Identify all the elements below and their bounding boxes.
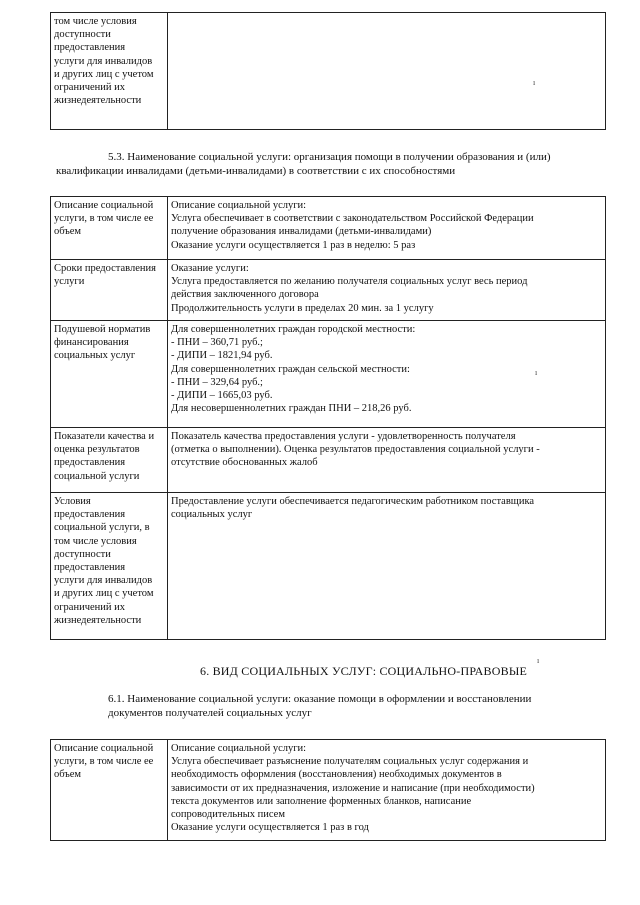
- content-line: Описание социальной услуги:: [171, 743, 307, 754]
- content-line: Показатель качества предоставления услуги - удовлетворенность получателя: [171, 431, 516, 442]
- table-row: [51, 493, 606, 640]
- label-line: предоставления: [54, 42, 126, 54]
- table-row: [51, 260, 606, 321]
- row-label: [51, 740, 168, 841]
- label-line: услуги для инвалидов: [54, 55, 153, 67]
- label-line: объем: [54, 226, 82, 238]
- table-top: [50, 12, 606, 130]
- label-line: доступности: [54, 548, 111, 560]
- label-line: доступности: [54, 29, 111, 41]
- label-line: ограничений их: [54, 601, 125, 613]
- label-line: социальной услуги: [54, 470, 140, 482]
- content-line: (отметка о выполнении). Оценка результатов предоставления социальной услуги -: [171, 444, 540, 456]
- content-line: Оказание услуги осуществляется 1 раз в неделю: 5 раз: [171, 239, 416, 251]
- content-line: зависимости от их предназначения, изложение и написание (при необходимости): [171, 782, 535, 794]
- label-line: том числе условия: [54, 535, 137, 547]
- label-line: услуги, в том числе ее: [54, 213, 154, 225]
- content-line: - ПНИ – 329,64 руб.;: [171, 376, 263, 388]
- service-heading-6-1: [108, 692, 618, 720]
- table-row: [51, 13, 606, 130]
- table-row: [51, 740, 606, 841]
- row-label: [51, 260, 168, 321]
- content-line: Услуга предоставляется по желанию получателя социальных услуг весь период: [171, 276, 528, 288]
- service-heading-5-3: [56, 150, 618, 178]
- content-line: Предоставление услуги обеспечивается педагогическим работником поставщика: [171, 496, 535, 507]
- content-line: социальных услуг: [171, 509, 253, 521]
- row-content: [168, 493, 606, 640]
- label-line: Сроки предоставления: [54, 263, 156, 274]
- row-label: [51, 13, 168, 130]
- content-line: отсутствие обоснованных жалоб: [171, 457, 318, 469]
- label-line: предоставления: [54, 457, 126, 469]
- label-line: услуги: [54, 276, 85, 288]
- content-line: Услуга обеспечивает разъяснение получателям социальных услуг содержания и: [171, 756, 529, 768]
- label-line: жизнедеятельности: [54, 95, 142, 107]
- content-line: сопроводительных писем: [171, 809, 285, 821]
- row-content: [168, 740, 606, 841]
- content-line: Описание социальной услуги:: [171, 200, 307, 211]
- content-line: Оказание услуги:: [171, 263, 249, 274]
- label-line: Описание социальной: [54, 743, 154, 754]
- content-line: Оказание услуги осуществляется 1 раз в год: [171, 822, 369, 834]
- label-line: Показатели качества и: [54, 431, 155, 442]
- label-line: Описание социальной: [54, 200, 154, 211]
- label-line: финансирования: [54, 337, 129, 349]
- label-line: и других лиц с учетом: [54, 68, 154, 80]
- content-line: Услуга обеспечивает в соответствии с законодательством Российской Федерации: [171, 213, 534, 225]
- label-line: жизнедеятельности: [54, 614, 142, 626]
- label-line: объем: [54, 769, 82, 781]
- row-content: [168, 321, 606, 428]
- row-label: [51, 197, 168, 260]
- content-line: необходимость оформления (восстановления) необходимых документов в: [171, 769, 502, 781]
- table-service-5-3: [50, 196, 606, 640]
- label-line: Подушевой норматив: [54, 324, 151, 335]
- table-row: [51, 197, 606, 260]
- label-line: ограничений их: [54, 82, 125, 94]
- table-row: [51, 321, 606, 428]
- row-content: [168, 197, 606, 260]
- label-line: услуги, в том числе ее: [54, 756, 154, 768]
- label-line: социальной услуги, в: [54, 522, 150, 534]
- content-line: - ДИПИ – 1665,03 руб.: [171, 390, 273, 402]
- content-line: - ПНИ – 360,71 руб.;: [171, 337, 263, 349]
- row-content: [168, 260, 606, 321]
- table-service-6-1: [50, 739, 606, 841]
- content-line: Для совершеннолетних граждан сельской местности:: [171, 363, 410, 375]
- label-line: том числе условия: [54, 16, 137, 27]
- content-line: текста документов или заполнение форменных бланков, написание: [171, 795, 472, 807]
- heading-line: 6.1. Наименование социальной услуги: оказание помощи в оформлении и восстановлении: [108, 693, 532, 705]
- heading-line: документов получателей социальных услуг: [108, 707, 312, 719]
- section-title: 6. ВИД СОЦИАЛЬНЫХ УСЛУГ: СОЦИАЛЬНО-ПРАВОВЫЕ: [200, 664, 528, 678]
- label-line: предоставления: [54, 509, 126, 521]
- content-line: Для совершеннолетних граждан городской местности:: [171, 324, 416, 335]
- row-label: [51, 428, 168, 493]
- row-label: [51, 493, 168, 640]
- heading-line: квалификации инвалидами (детьми-инвалидами) в соответствии с их способностями: [56, 165, 456, 177]
- label-line: социальных услуг: [54, 350, 136, 362]
- content-line: - ДИПИ – 1821,94 руб.: [171, 350, 273, 362]
- scan-speck: ı: [533, 78, 536, 87]
- row-label: [51, 321, 168, 428]
- content-line: действия заключенного договора: [171, 289, 319, 301]
- row-content: [168, 428, 606, 493]
- label-line: оценка результатов: [54, 444, 140, 456]
- row-content: [168, 13, 606, 130]
- label-line: предоставления: [54, 562, 126, 574]
- scan-speck: ı: [535, 368, 538, 377]
- heading-line: 5.3. Наименование социальной услуги: организация помощи в получении образования и (или): [108, 151, 551, 163]
- scan-speck: ı: [537, 656, 540, 665]
- label-line: услуги для инвалидов: [54, 575, 153, 587]
- content-line: Для несовершеннолетних граждан ПНИ – 218,26 руб.: [171, 403, 412, 415]
- label-line: Условия: [54, 496, 91, 507]
- table-row: [51, 428, 606, 493]
- content-line: получение образования инвалидами (детьми-инвалидами): [171, 226, 432, 238]
- label-line: и других лиц с учетом: [54, 588, 154, 600]
- content-line: Продолжительность услуги в пределах 20 мин. за 1 услугу: [171, 302, 434, 314]
